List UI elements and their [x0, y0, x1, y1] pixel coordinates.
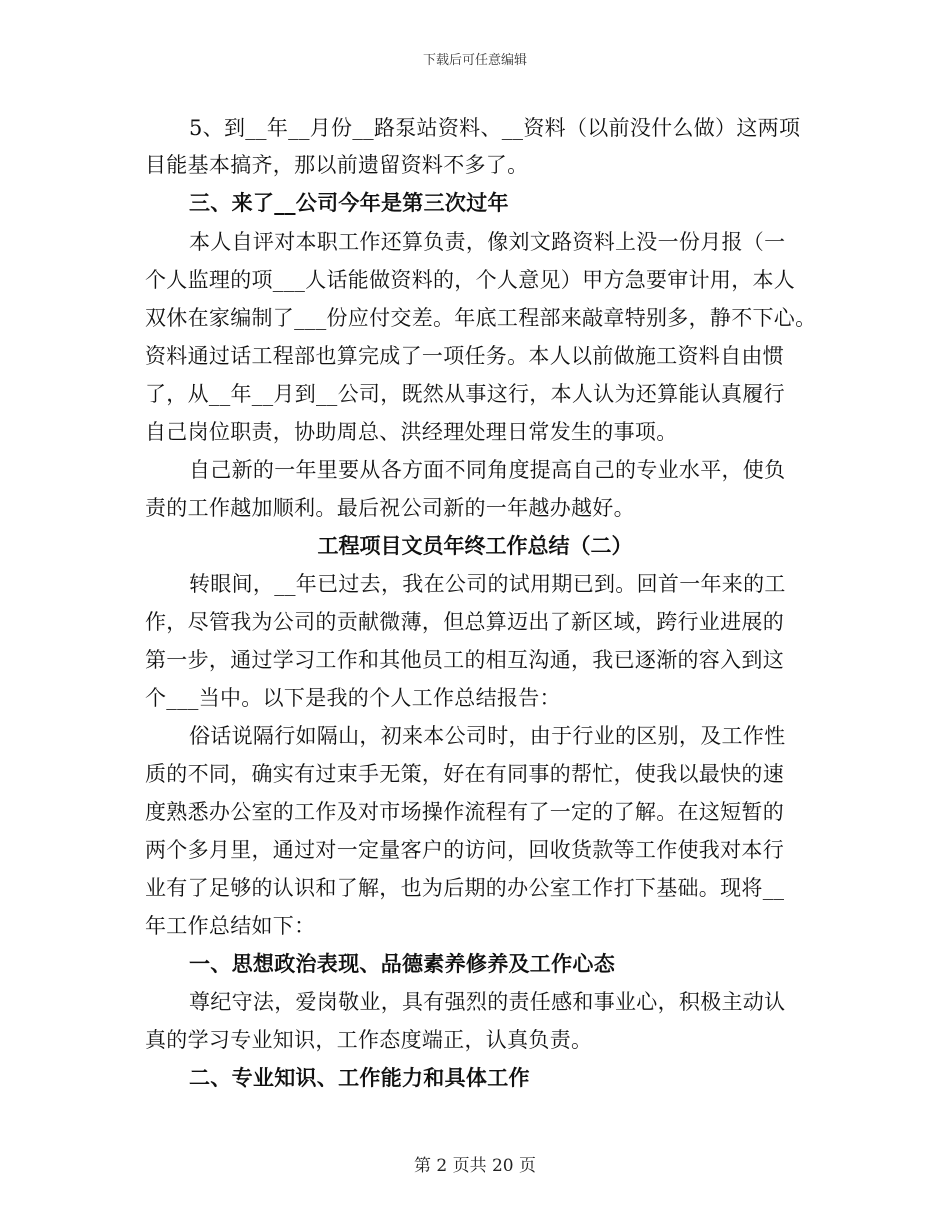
section-heading: 三、来了__公司今年是第三次过年 — [189, 190, 509, 215]
paragraph-line: 尊纪守法，爱岗敬业，具有强烈的责任感和事业心，积极主动认 — [189, 990, 786, 1014]
paragraph-line: 俗话说隔行如隔山，初来本公司时，由于行业的区别，及工作性 — [189, 724, 786, 748]
page-footer: 第 2 页共 20 页 — [413, 1156, 537, 1176]
paragraph-line: 第一步，通过学习工作和其他员工的相互沟通，我已逐渐的容入到这 — [145, 648, 784, 672]
paragraph-line: 个人监理的项___人话能做资料的，个人意见）甲方急要审计用，本人 — [145, 268, 796, 292]
paragraph-line: 两个多月里，通过对一定量客户的访问，回收货款等工作使我对本行 — [145, 838, 784, 862]
page-header: 下载后可任意编辑 — [422, 53, 527, 68]
paragraph-line: 个___当中。以下是我的个人工作总结报告： — [145, 686, 561, 710]
paragraph-line: 度熟悉办公室的工作及对市场操作流程有了一定的了解。在这短暂的 — [145, 800, 784, 824]
paragraph-line: 责的工作越加顺利。最后祝公司新的一年越办越好。 — [145, 496, 635, 520]
paragraph-line: 质的不同，确实有过束手无策，好在有同事的帮忙，使我以最快的速 — [145, 762, 784, 786]
section-heading: 一、思想政治表现、品德素养修养及工作心态 — [189, 951, 615, 976]
paragraph-line: 年工作总结如下： — [145, 914, 316, 938]
paragraph-line: 目能基本搞齐，那以前遗留资料不多了。 — [145, 153, 529, 177]
paragraph-line: 业有了足够的认识和了解，也为后期的办公室工作打下基础。现将__ — [145, 876, 785, 900]
document-title: 工程项目文员年终工作总结（二） — [317, 533, 633, 558]
paragraph-line: 5、到__年__月份__路泵站资料、__资料（以前没什么做）这两项 — [189, 116, 801, 140]
paragraph-line: 本人自评对本职工作还算负责，像刘文路资料上没一份月报（一 — [189, 230, 786, 254]
paragraph-line: 双休在家编制了___份应付交差。年底工程部来敲章特别多，静不下心。 — [145, 306, 817, 330]
paragraph-line: 了，从__年__月到__公司，既然从事这行，本人认为还算能认真履行 — [145, 382, 785, 406]
paragraph-line: 转眼间，__年已过去，我在公司的试用期已到。回首一年来的工 — [189, 572, 786, 596]
paragraph-line: 真的学习专业知识，工作态度端正，认真负责。 — [145, 1028, 593, 1052]
paragraph-line: 自己新的一年里要从各方面不同角度提高自己的专业水平，使负 — [189, 458, 786, 482]
paragraph-line: 自己岗位职责，协助周总、洪经理处理日常发生的事项。 — [145, 420, 678, 444]
paragraph-line: 资料通过话工程部也算完成了一项任务。本人以前做施工资料自由惯 — [145, 344, 784, 368]
paragraph-line: 作，尽管我为公司的贡献微薄，但总算迈出了新区域，跨行业进展的 — [145, 610, 784, 634]
section-heading: 二、专业知识、工作能力和具体工作 — [189, 1065, 530, 1090]
